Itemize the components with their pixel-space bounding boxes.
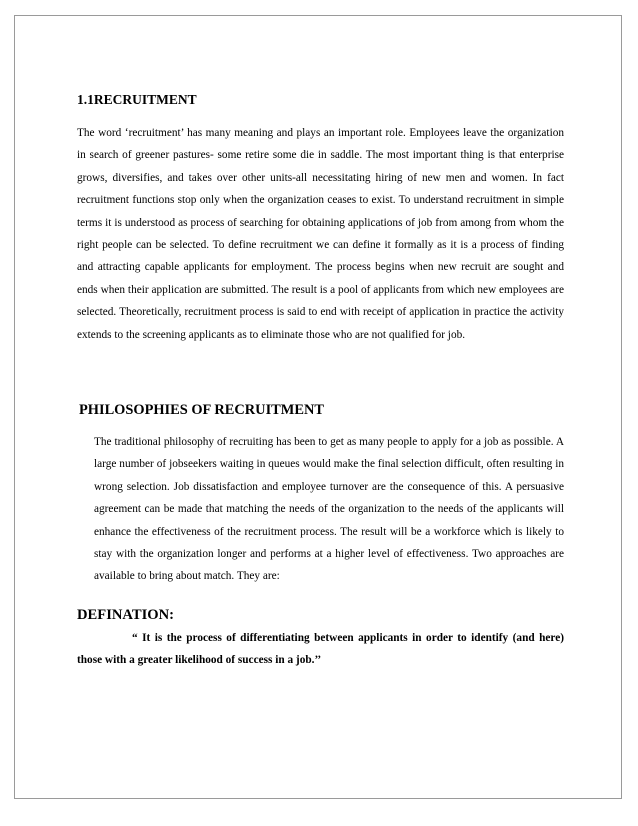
recruitment-paragraph: The word ‘recruitment’ has many meaning and plays an important role. Employees leave the organization in search of greener pastures- some retire some die in saddle. The most important thing is that enterprise grows, diversifies, and takes over other units-all necessitating hiring of new men and women. In fact recruitment functions stop only when the organization ceases to exist. To understand recruitment in simple terms it is understood as process of searching for obtaining applications of job from among from whom the right people can be selected. To define recruitment we can define it formally as it is a process of finding and attracting capable applicants for employment. The process begins when new recruit are sought and ends when their application are submitted. The result is a pool of applicants from which new employees are selected. Theoretically, recruitment process is said to end with receipt of application in practice the activity extends to the screening applicants as to eliminate those who are not qualified for job.: [77, 127, 564, 341]
philosophies-heading: PHILOSOPHIES OF RECRUITMENT: [79, 402, 324, 418]
philosophies-paragraph: The traditional philosophy of recruiting has been to get as many people to apply for a job as possible. A large number of jobseekers waiting in queues would make the final selection difficult, often resulting in wrong selection. Job dissatisfaction and employee turnover are the consequence of this. A persuasive agreement can be made that matching the needs of the organization to the needs of the applicants will enhance the effectiveness of the recruitment process. The result will be a workforce which is likely to stay with the organization longer and performs at a higher level of effectiveness. Two approaches are available to bring about match. They are:: [94, 436, 564, 583]
definition-quote: “ It is the process of differentiating between applicants in order to identify (and here) those with a greater likelihood of success in a job.’’: [77, 632, 564, 666]
section-title: 1.1RECRUITMENT: [77, 92, 197, 107]
definition-heading: DEFINATION:: [77, 607, 175, 623]
